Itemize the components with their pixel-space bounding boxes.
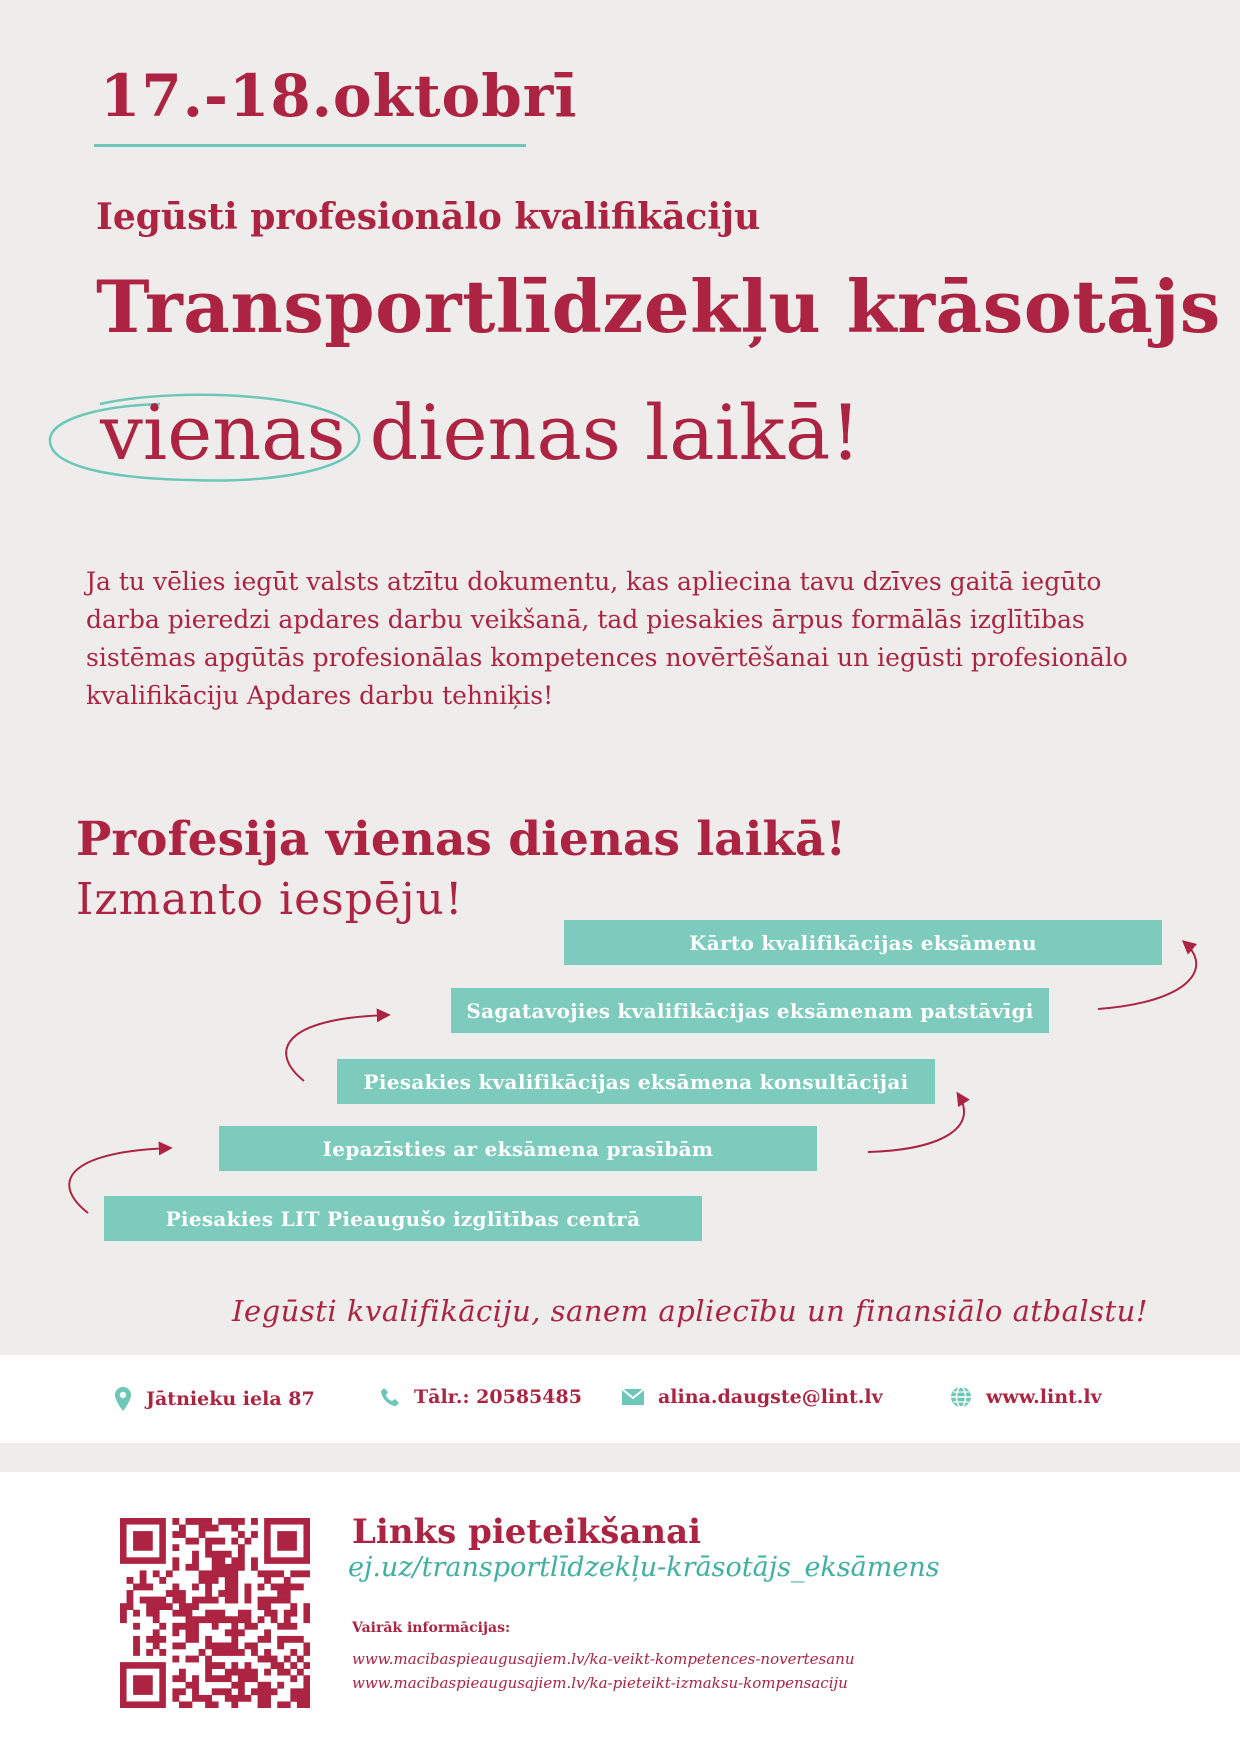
phone-icon bbox=[380, 1387, 400, 1407]
arrow-to-step-4 bbox=[286, 1015, 388, 1081]
subtitle: Iegūsti profesionālo kvalifikāciju bbox=[96, 196, 761, 238]
contact-phone bbox=[380, 1386, 582, 1408]
contact-website[interactable] bbox=[950, 1386, 1102, 1408]
event-date: 17.-18.oktobrī bbox=[100, 62, 578, 130]
step-4: Sagatavojies kvalifikācijas eksāmenam patstāvīgi bbox=[451, 988, 1049, 1033]
globe-icon bbox=[950, 1386, 972, 1408]
more-info-label: Vairāk informācijas: bbox=[352, 1620, 511, 1636]
website-text: www.lint.lv bbox=[986, 1386, 1102, 1408]
location-pin-icon bbox=[114, 1386, 132, 1412]
contact-email[interactable] bbox=[622, 1386, 883, 1408]
address-text: Jātnieku iela 87 bbox=[146, 1388, 315, 1410]
email-text: alina.daugste@lint.lv bbox=[658, 1386, 883, 1408]
more-info-link-1[interactable]: www.macibaspieaugusajiem.lv/ka-veikt-kompetences-novertesanu bbox=[352, 1650, 855, 1668]
arrow-to-step-3 bbox=[868, 1094, 964, 1152]
envelope-icon bbox=[622, 1389, 644, 1405]
application-link[interactable]: ej.uz/transportlīdzekļu-krāsotājs_eksāmens bbox=[348, 1552, 940, 1583]
arrow-to-step-5 bbox=[1098, 942, 1196, 1009]
step-2: Iepazīsties ar eksāmena prasībām bbox=[219, 1126, 817, 1171]
slogan-headline: Profesija vienas dienas laikā! bbox=[76, 812, 847, 867]
closing-message: Iegūsti kvalifikāciju, sanem apliecību un finansiālo atbalstu! bbox=[232, 1294, 1149, 1328]
step-5: Kārto kvalifikācijas eksāmenu bbox=[564, 920, 1162, 965]
slogan-subline: Izmanto iespēju! bbox=[76, 874, 464, 925]
qr-code[interactable] bbox=[120, 1518, 310, 1708]
one-day-headline: vienas dienas laikā! bbox=[100, 388, 861, 477]
step-3: Piesakies kvalifikācijas eksāmena konsultācijai bbox=[337, 1059, 935, 1104]
links-title: Links pieteikšanai bbox=[352, 1512, 702, 1552]
more-info-link-2[interactable]: www.macibaspieaugusajiem.lv/ka-pieteikt-izmaksu-kompensaciju bbox=[352, 1674, 848, 1692]
arrow-to-step-2 bbox=[69, 1148, 170, 1213]
phone-text: Tālr.: 20585485 bbox=[414, 1386, 582, 1408]
step-1: Piesakies LIT Pieaugušo izglītības centrā bbox=[104, 1196, 702, 1241]
profession-title: Transportlīdzekļu krāsotājs bbox=[96, 264, 1221, 349]
description-paragraph: Ja tu vēlies iegūt valsts atzītu dokumentu, kas apliecina tavu dzīves gaitā iegūto darba pieredzi apdares darbu veikšanā, tad piesakies ārpus formālās izglītības sistēmas apgūtās profesionālas kompetences novērtēšanai un iegūsti profesionālo kvalifikāciju Apdares darbu tehniķis! bbox=[86, 567, 1128, 710]
contact-address bbox=[114, 1386, 315, 1412]
